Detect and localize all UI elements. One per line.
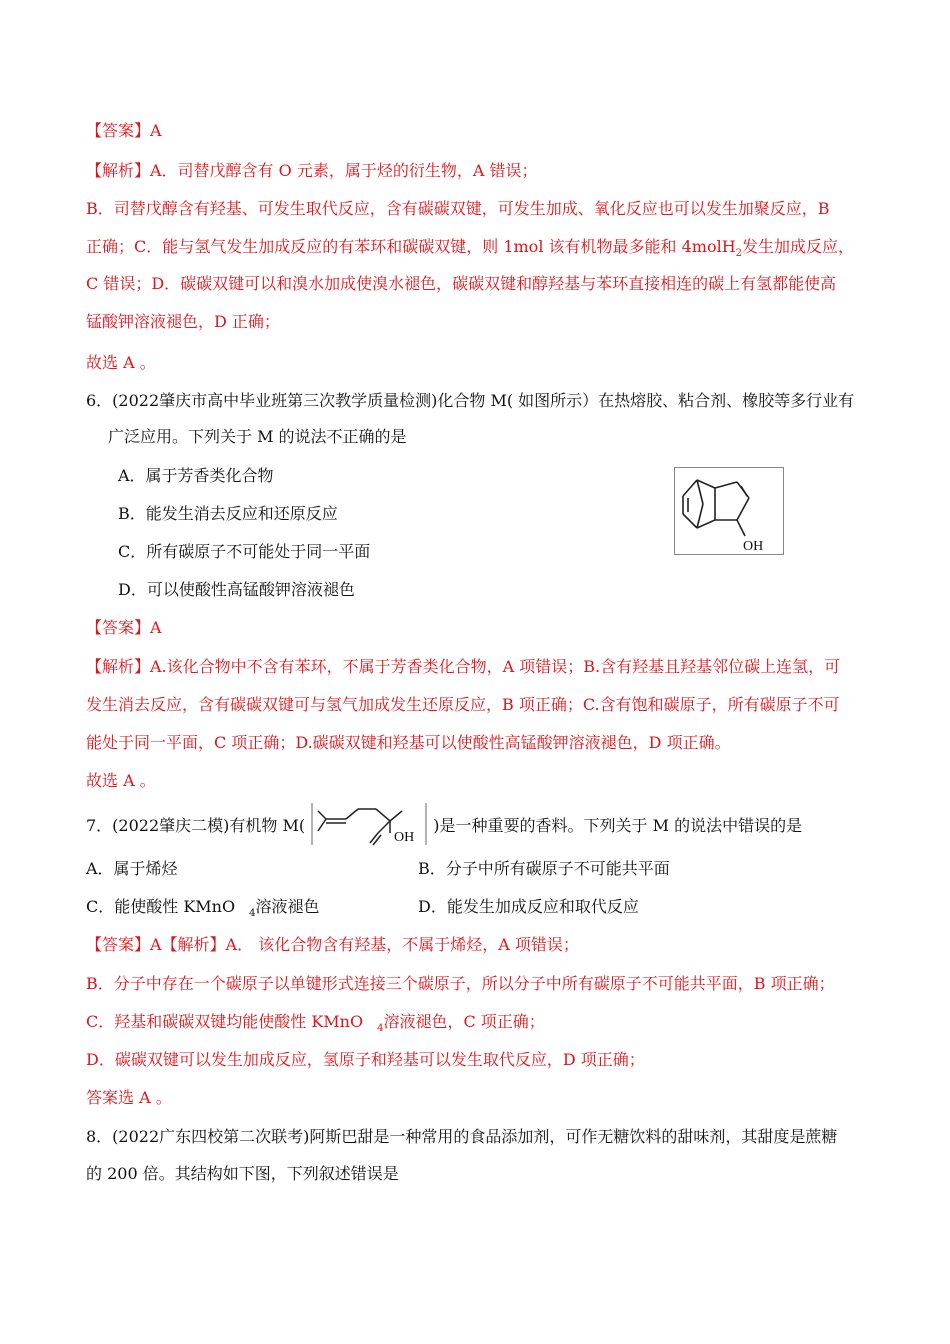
q7-stem-start: 7．(2022肇庆二模)有机物 M( [86, 816, 306, 835]
q5-analysis-line-3-tail: 发生加成反应， [742, 237, 855, 256]
q5-analysis-line-3-text: 正确；C．能与氢气发生加成反应的有苯环和碳碳双键，则 1mol 该有机物最多能和 4molH [86, 237, 736, 256]
q7-option-c [86, 896, 319, 925]
q7-analysis-d: D．碳碳双键可以发生加成反应，氢原子和羟基可以发生取代反应，D 项正确； [86, 1050, 645, 1069]
q6-molecule-structure [675, 468, 783, 554]
q7-analysis-c-tail: 溶液褪色，C 项正确； [383, 1012, 545, 1031]
q6-oh-label: OH [743, 539, 764, 554]
q5-analysis-line-5: 锰酸钾溶液褪色，D 正确； [86, 312, 280, 331]
q7-option-c-text: C．能使酸性 KMnO [86, 897, 236, 916]
q6-analysis-line-2: 发生消去反应，含有碳碳双键可与氢气加成发生还原反应，B 项正确；C.含有饱和碳原子，所有碳原子不可 [86, 695, 840, 714]
q7-stem [86, 813, 803, 845]
q6-option-a: A．属于芳香类化合物 [118, 466, 274, 485]
q6-molecule-figure [674, 467, 784, 555]
q7-molecule-structure [310, 801, 428, 847]
kmno4-subscript: 4 [249, 908, 256, 920]
q6-analysis-line-3: 能处于同一平面，C 项正确；D.碳碳双键和羟基可以使酸性高锰酸钾溶液褪色，D 项正确。 [86, 733, 731, 752]
q6-option-b: B．能发生消去反应和还原反应 [118, 504, 338, 523]
kmno4-subscript-analysis: 4 [377, 1023, 384, 1035]
q5-choose: 故选 A 。 [86, 353, 156, 372]
q5-analysis-line-2: B．司替戊醇含有羟基、可发生取代反应，含有碳碳双键，可发生加成、氧化反应也可以发生加聚反应，B [86, 199, 830, 218]
q7-analysis-c-text: C．羟基和碳碳双键均能使酸性 KMnO [86, 1012, 364, 1031]
q7-choose: 答案选 A 。 [86, 1088, 172, 1107]
q7-answer-line: 【答案】A【解析】A． 该化合物含有羟基，不属于烯烃，A 项错误； [86, 935, 579, 954]
q6-analysis-line-1: 【解析】A.该化合物中不含有苯环，不属于芳香类化合物，A 项错误；B.含有羟基且羟基邻位碳上连氢，可 [86, 657, 841, 676]
q7-analysis-b: B．分子中存在一个碳原子以单键形式连接三个碳原子，所以分子中所有碳原子不可能共平面，B 项正确； [86, 974, 835, 993]
q5-analysis-line-1: 【解析】A．司替戊醇含有 O 元素，属于烃的衍生物，A 错误； [86, 161, 538, 180]
q6-option-d: D．可以使酸性高锰酸钾溶液褪色 [118, 580, 355, 599]
q6-stem-line-2: 广泛应用。下列关于 M 的说法不正确的是 [108, 427, 407, 446]
q7-option-d: D．能发生加成反应和取代反应 [418, 897, 639, 916]
q7-option-b: B．分子中所有碳原子不可能共平面 [418, 859, 670, 878]
q5-analysis-line-4: C 错误；D．碳碳双键可以和溴水加成使溴水褪色，碳碳双键和醇羟基与苯环直接相连的碳上有氢都能使高 [86, 274, 837, 293]
q5-analysis-line-3 [86, 236, 854, 265]
q6-stem-line-1: 6．(2022肇庆市高中毕业班第三次教学质量检测)化合物 M( 如图所示）在热熔胶、粘合剂、橡胶等多行业有 [86, 391, 855, 410]
q8-stem-line-1: 8．(2022广东四校第二次联考)阿斯巴甜是一种常用的食品添加剂，可作无糖饮料的甜味剂，其甜度是蔗糖 [86, 1127, 838, 1146]
q7-option-a: A．属于烯烃 [86, 859, 178, 878]
q6-answer: 【答案】A [86, 618, 162, 637]
h2-subscript: 2 [735, 248, 743, 260]
q5-answer: 【答案】A [86, 121, 162, 140]
q6-choose: 故选 A 。 [86, 771, 156, 790]
q7-molecule-figure [310, 813, 428, 845]
q8-stem-line-2: 的 200 倍。其结构如下图，下列叙述错误是 [86, 1164, 399, 1183]
q6-option-c: C．所有碳原子不可能处于同一平面 [118, 542, 371, 561]
q7-stem-end: )是一种重要的香料。下列关于 M 的说法中错误的是 [433, 816, 803, 835]
q7-option-c-tail: 溶液褪色 [255, 897, 320, 916]
q7-analysis-c [86, 1011, 545, 1040]
q7-oh-label: OH [394, 830, 415, 845]
